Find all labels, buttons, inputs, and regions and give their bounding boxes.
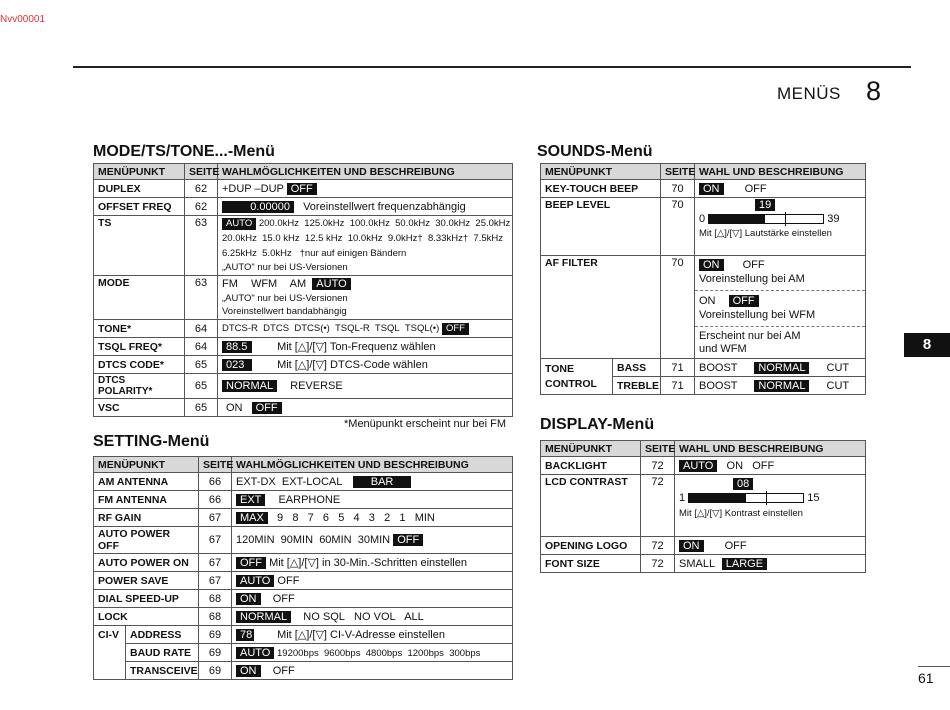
default-option: EXT (236, 494, 265, 506)
options-cell (232, 590, 513, 608)
option-on: ON (699, 295, 716, 307)
step-option: 100.0kHz (349, 218, 390, 229)
item-af-filter: AF FILTER (541, 256, 661, 359)
mode-menu-table (93, 163, 513, 417)
dashed-divider (695, 326, 865, 327)
step-option: 7.5kHz (473, 233, 503, 244)
options-cell (675, 537, 866, 555)
option-desc: Voreinstellwert frequenzabhängig (303, 200, 466, 213)
table-row (94, 374, 513, 399)
col-header-item: MENÜPUNKT (94, 457, 199, 473)
item-tone-control (541, 359, 613, 395)
default-value: 88.5 (222, 341, 252, 353)
table-row (541, 475, 866, 537)
item-dtcs-polarity: DTCS POLARITY* (94, 374, 185, 399)
step-option: 200.0kHz (258, 218, 299, 229)
default-option: OFF (442, 323, 469, 335)
gain-option: 4 (353, 511, 360, 524)
item-auto-power-on: AUTO POWER ON (94, 554, 199, 572)
display-menu-title: DISPLAY-Menü (540, 416, 655, 433)
default-value: 023 (222, 359, 252, 371)
ts-row-2 (222, 231, 508, 246)
page-ref: 67 (199, 572, 232, 590)
default-option: OFF (393, 534, 423, 546)
table-row (94, 662, 513, 680)
item-dtcs-code: DTCS CODE* (94, 356, 185, 374)
af-wfm-options (699, 294, 861, 308)
level-fill (709, 215, 765, 223)
item-ci-v-address: ADDRESS (126, 626, 199, 644)
page-ref: 62 (185, 180, 218, 198)
option-ext-dx: EXT-DX (236, 475, 276, 488)
col-header-item: MENÜPUNKT (541, 164, 661, 180)
col-header-page: SEITE (641, 441, 675, 457)
page-ref: 66 (199, 491, 232, 509)
table-row (94, 626, 513, 644)
table-row (541, 198, 866, 256)
header-rule (73, 66, 911, 68)
level-fill (689, 494, 746, 502)
default-option: OFF (236, 557, 266, 569)
step-option: 25.0kHz (475, 218, 511, 229)
option-plus-dup: +DUP (222, 182, 252, 195)
mode-options (222, 277, 508, 292)
option-on: ON (726, 459, 744, 472)
level-indicator-row (699, 199, 861, 212)
page-ref: 72 (641, 555, 675, 573)
table-row (541, 256, 866, 359)
page-ref: 67 (199, 527, 232, 554)
dashed-divider (695, 290, 865, 291)
page-ref: 69 (199, 662, 232, 680)
option-reverse: REVERSE (290, 380, 343, 392)
default-option: OFF (252, 402, 282, 414)
default-option: AUTO (222, 218, 256, 230)
corner-mark: Nvv00001 (0, 14, 46, 25)
option-off: OFF (272, 592, 295, 605)
options-cell (218, 216, 513, 276)
page-ref: 72 (641, 537, 675, 555)
table-row (94, 527, 513, 554)
timer-option: 120MIN (236, 534, 275, 546)
page-ref: 65 (185, 399, 218, 417)
options-cell (675, 555, 866, 573)
page-ref: 69 (199, 626, 232, 644)
option-cut: CUT (826, 379, 850, 392)
table-row (94, 216, 513, 276)
page-number: 61 (918, 670, 934, 686)
item-backlight: BACKLIGHT (541, 457, 641, 475)
options-cell (695, 198, 866, 256)
default-option: NORMAL (222, 380, 277, 392)
mode-menu-title: MODE/TS/TONE...-Menü (93, 143, 275, 160)
item-tone: TONE* (94, 320, 185, 338)
option-minus-dup: –DUP (254, 182, 284, 195)
control-label: CONTROL (545, 377, 597, 390)
col-header-page: SEITE (661, 164, 695, 180)
options-cell (218, 198, 513, 216)
step-option: 20.0kHz (222, 233, 257, 244)
table-row (541, 555, 866, 573)
col-header-options: WAHL UND BESCHREIBUNG (675, 441, 866, 457)
chapter-title: MENÜS (777, 84, 841, 103)
options-cell (232, 527, 513, 554)
af-am-options (699, 258, 861, 272)
ts-note: „AUTO" nur bei US-Versionen (222, 262, 348, 273)
chapter-side-tab: 8 (904, 333, 950, 357)
item-opening-logo: OPENING LOGO (541, 537, 641, 555)
baud-option: 9600bps (324, 647, 361, 659)
tone-option: DTCS (263, 322, 290, 334)
gain-option: 2 (384, 511, 391, 524)
display-menu-table (540, 440, 866, 573)
sounds-menu-table (540, 163, 866, 395)
table-row (94, 554, 513, 572)
options-cell (232, 608, 513, 626)
options-cell (675, 457, 866, 475)
default-option: ON (699, 183, 724, 195)
mode-option: WFM (250, 278, 278, 290)
col-header-options: WAHLMÖGLICHKEITEN UND BESCHREIBUNG (232, 457, 513, 473)
options-cell (232, 491, 513, 509)
default-option: MAX (236, 512, 268, 524)
page-ref: 69 (199, 644, 232, 662)
item-offset-freq: OFFSET FREQ (94, 198, 185, 216)
baud-option: 300bps (449, 647, 481, 659)
default-option: AUTO (236, 647, 274, 659)
timer-option: 30MIN (357, 534, 391, 546)
options-cell (218, 356, 513, 374)
page-ref: 70 (661, 180, 695, 198)
page-ref: 72 (641, 457, 675, 475)
options-cell (218, 276, 513, 320)
item-bass: BASS (613, 359, 661, 377)
page-ref: 71 (661, 377, 695, 395)
default-option: NORMAL (754, 362, 809, 374)
options-cell (675, 475, 866, 537)
table-row (94, 644, 513, 662)
default-option: ON (699, 259, 724, 271)
ts-row-3 (222, 246, 508, 261)
step-option: 15.0 kHz (262, 233, 300, 244)
options-cell (232, 626, 513, 644)
page-ref: 63 (185, 276, 218, 320)
step-option: 50.0kHz (395, 218, 430, 229)
options-cell (218, 374, 513, 399)
options-cell (232, 644, 513, 662)
step-option: 9.0kHz† (387, 233, 423, 244)
option-off: OFF (277, 574, 300, 587)
option-desc: Mit [△]/[▽] Lautstärke einstellen (699, 228, 832, 239)
table-row (94, 338, 513, 356)
item-power-save: POWER SAVE (94, 572, 199, 590)
table-row (94, 276, 513, 320)
volume-level-bar (708, 214, 824, 224)
col-header-item: MENÜPUNKT (541, 441, 641, 457)
default-value: 78 (236, 629, 254, 641)
item-rf-gain: RF GAIN (94, 509, 199, 527)
option-desc: Mit [△]/[▽] Kontrast einstellen (679, 508, 803, 519)
ts-row-1 (222, 217, 511, 231)
gain-option: MIN (414, 511, 435, 524)
scale-min: 0 (699, 213, 706, 225)
option-desc: Erscheint nur bei AM (699, 330, 801, 342)
default-value: 08 (733, 478, 753, 490)
tone-option: TSQL-R (334, 322, 370, 334)
step-option: 8.33kHz† (427, 233, 469, 244)
page-ref: 68 (199, 608, 232, 626)
col-header-page: SEITE (199, 457, 232, 473)
option-ext-local: EXT-LOCAL (281, 475, 342, 488)
page-ref: 64 (185, 338, 218, 356)
default-option: AUTO (679, 460, 717, 472)
item-fm-antenna: FM ANTENNA (94, 491, 199, 509)
step-option: 5.0kHz (262, 248, 292, 259)
item-mode: MODE (94, 276, 185, 320)
col-header-options: WAHL UND BESCHREIBUNG (695, 164, 866, 180)
item-am-antenna: AM ANTENNA (94, 473, 199, 491)
table-row (541, 180, 866, 198)
options-cell (695, 180, 866, 198)
tone-option: TSQL(•) (404, 322, 440, 334)
mode-note: „AUTO" nur bei US-Versionen (222, 293, 348, 304)
lock-option: ALL (404, 610, 424, 623)
level-tick (785, 212, 786, 226)
step-option: 30.0kHz (435, 218, 471, 229)
gain-option: 9 (277, 511, 284, 524)
option-desc: Mit [△]/[▽] Ton-Frequenz wählen (277, 341, 436, 353)
level-tick (766, 491, 767, 505)
item-treble: TREBLE (613, 377, 661, 395)
gain-option: 7 (307, 511, 314, 524)
sounds-menu-title: SOUNDS-Menü (537, 143, 653, 160)
default-option: ON (679, 540, 704, 552)
option-desc: Mit [△]/[▽] CI-V-Adresse einstellen (277, 629, 445, 641)
timer-option: 90MIN (280, 534, 314, 546)
item-key-touch-beep: KEY-TOUCH BEEP (541, 180, 661, 198)
lock-option: NO SQL (303, 610, 345, 623)
options-cell (218, 338, 513, 356)
default-option: ON (236, 665, 261, 677)
page-ref: 70 (661, 256, 695, 359)
col-header-page: SEITE (185, 164, 218, 180)
table-row (94, 491, 513, 509)
option-desc: und WFM (699, 343, 747, 355)
table-row (94, 608, 513, 626)
gain-option: 1 (399, 511, 406, 524)
table-row (94, 473, 513, 491)
page-ref: 72 (641, 475, 675, 537)
page-ref: 62 (185, 198, 218, 216)
options-cell (232, 572, 513, 590)
item-lcd-contrast: LCD CONTRAST (541, 475, 641, 537)
item-lock: LOCK (94, 608, 199, 626)
page-ref: 67 (199, 509, 232, 527)
item-duplex: DUPLEX (94, 180, 185, 198)
option-small: SMALL (679, 557, 715, 570)
mode-note: Voreinstellwert bandabhängig (222, 306, 347, 317)
option-cut: CUT (826, 361, 850, 374)
table-row (94, 399, 513, 417)
lock-option: NO VOL (354, 610, 396, 623)
item-ci-v: CI-V (94, 626, 126, 680)
table-row (94, 590, 513, 608)
table-row (94, 509, 513, 527)
options-cell (232, 662, 513, 680)
page-ref: 66 (199, 473, 232, 491)
baud-option: 4800bps (365, 647, 403, 659)
default-option: NORMAL (754, 380, 809, 392)
page-ref: 65 (185, 374, 218, 399)
step-option: 6.25kHz (222, 248, 257, 259)
option-desc: Voreinstellung bei AM (699, 273, 805, 285)
item-transceive: TRANSCEIVE (126, 662, 199, 680)
baud-option: 19200bps (277, 647, 319, 659)
table-row (94, 180, 513, 198)
page-ref: 71 (661, 359, 695, 377)
option-off: OFF (742, 259, 765, 271)
level-scale (699, 212, 861, 226)
default-option: OFF (287, 183, 317, 195)
default-option: OFF (729, 295, 759, 307)
gain-option: 6 (322, 511, 330, 524)
scale-max: 39 (827, 213, 840, 225)
col-header-item: MENÜPUNKT (94, 164, 185, 180)
item-tsql-freq: TSQL FREQ* (94, 338, 185, 356)
page-ref: 67 (199, 554, 232, 572)
step-option: 10.0kHz (347, 233, 383, 244)
table-row (541, 537, 866, 555)
page-ref: 63 (185, 216, 218, 276)
option-off: OFF (724, 539, 747, 552)
item-auto-power-off: AUTO POWER OFF (94, 527, 199, 554)
level-scale (679, 491, 861, 505)
level-indicator-row (679, 477, 861, 491)
item-beep-level: BEEP LEVEL (541, 198, 661, 256)
contrast-level-bar (688, 493, 804, 503)
option-boost: BOOST (699, 379, 738, 392)
option-off: OFF (744, 182, 767, 195)
option-boost: BOOST (699, 361, 738, 374)
default-value: 0.00000 (222, 201, 294, 213)
scale-max: 15 (807, 492, 820, 504)
page-ref: 64 (185, 320, 218, 338)
mode-option: FM (222, 278, 238, 290)
setting-menu-title: SETTING-Menü (93, 433, 210, 450)
gain-option: 3 (368, 511, 375, 524)
table-row (94, 198, 513, 216)
tone-label: TONE (545, 362, 574, 375)
baud-option: 1200bps (407, 647, 444, 659)
options-cell (232, 554, 513, 572)
default-option: BAR (353, 476, 411, 488)
options-cell (695, 359, 866, 377)
gain-option: 5 (338, 511, 345, 524)
mode-option: AM (289, 278, 307, 290)
options-cell (695, 377, 866, 395)
tone-option: TSQL (374, 322, 400, 334)
step-option: 12.5 kHz (304, 233, 343, 244)
table-row (94, 320, 513, 338)
ts-footnote: †nur auf einigen Bändern (299, 248, 407, 259)
item-ts: TS (94, 216, 185, 276)
item-font-size: FONT SIZE (541, 555, 641, 573)
options-cell (232, 509, 513, 527)
option-off: OFF (752, 459, 775, 472)
col-header-options: WAHLMÖGLICHKEITEN UND BESCHREIBUNG (218, 164, 513, 180)
footer-rule (918, 666, 950, 667)
scale-min: 1 (679, 492, 686, 504)
item-dial-speed-up: DIAL SPEED-UP (94, 590, 199, 608)
option-on: ON (226, 401, 243, 414)
timer-option: 60MIN (319, 534, 352, 546)
table-row (94, 356, 513, 374)
options-cell (695, 256, 866, 359)
page-ref: 68 (199, 590, 232, 608)
default-value: 19 (755, 199, 775, 211)
option-desc: Voreinstellung bei WFM (699, 309, 816, 321)
options-cell (232, 473, 513, 491)
mode-footnote: *Menüpunkt erscheint nur bei FM (344, 418, 507, 430)
tone-option: DTCS-R (222, 322, 258, 334)
options-cell (218, 180, 513, 198)
option-desc: Mit [△]/[▽] in 30-Min.-Schritten einstellen (269, 557, 467, 569)
table-row (541, 457, 866, 475)
gain-option: 8 (292, 511, 299, 524)
option-off: OFF (272, 664, 295, 677)
table-row (94, 572, 513, 590)
page-ref: 65 (185, 356, 218, 374)
tone-option: DTCS(•) (294, 322, 330, 334)
option-desc: Mit [△]/[▽] DTCS-Code wählen (277, 359, 428, 371)
chapter-number: 8 (866, 76, 882, 106)
table-row (541, 359, 866, 377)
default-option: LARGE (722, 558, 767, 570)
setting-menu-table (93, 456, 513, 680)
item-baud-rate: BAUD RATE (126, 644, 199, 662)
options-cell (218, 399, 513, 417)
default-option: NORMAL (236, 611, 291, 623)
default-option: AUTO (312, 278, 350, 290)
step-option: 125.0kHz (304, 218, 345, 229)
default-option: AUTO (236, 575, 274, 587)
item-vsc: VSC (94, 399, 185, 417)
option-earphone: EARPHONE (278, 493, 341, 506)
default-option: ON (236, 593, 261, 605)
page-ref: 70 (661, 198, 695, 256)
options-cell (218, 320, 513, 338)
